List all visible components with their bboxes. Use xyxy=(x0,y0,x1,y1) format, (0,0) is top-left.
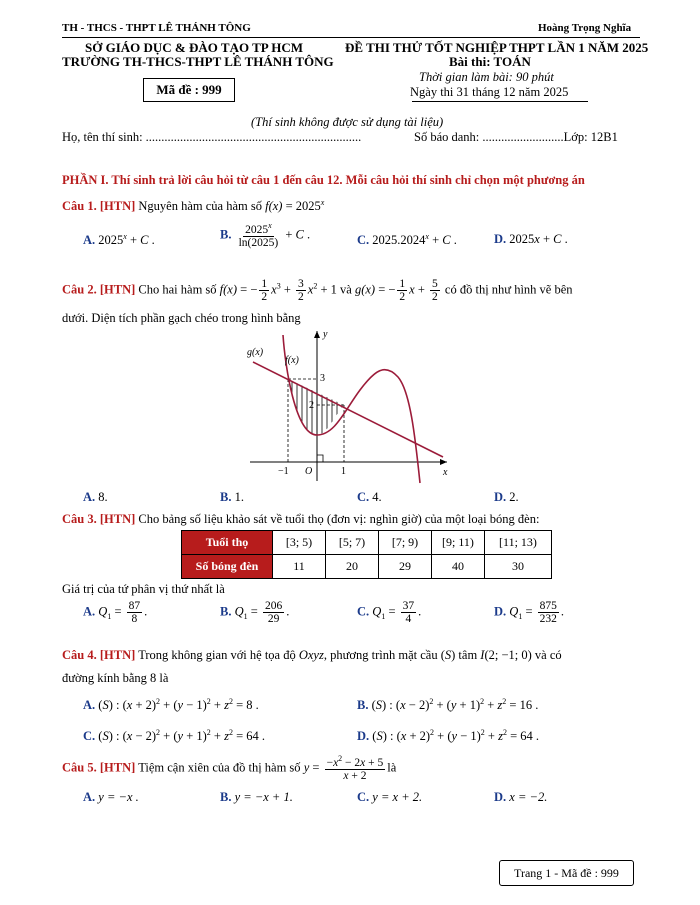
q5-option-c[interactable]: C. y = x + 2. xyxy=(357,790,423,804)
row-header: Số bóng đèn xyxy=(182,555,273,579)
f-label: f(x) xyxy=(285,355,299,366)
origin-label: O xyxy=(305,466,313,477)
header-rule xyxy=(62,37,640,38)
duration: Thời gian làm bài: 90 phút xyxy=(419,70,554,84)
curve-f xyxy=(283,335,420,483)
table-cell: [7; 9) xyxy=(379,531,432,555)
question-label: Câu 4. [HTN] xyxy=(62,648,136,662)
x-label: x xyxy=(443,467,448,478)
candidate-id-line: Số báo danh: ..........................Lớp: 12B1 xyxy=(414,130,618,144)
table-cell: 40 xyxy=(432,555,485,579)
g-label: g(x) xyxy=(247,347,264,358)
tick-3: 3 xyxy=(320,373,325,384)
q4-option-d[interactable]: D. (S) : $(x + 2)^2 + (y - 1)^2 + z^2 = 64$ . xyxy=(357,728,540,744)
q2-option-d[interactable]: D. 2. xyxy=(494,490,519,504)
tick-minus1: −1 xyxy=(278,466,289,477)
subject: Bài thi: TOÁN xyxy=(449,54,531,69)
q1-option-b[interactable]: B. $\frac{2025^x}{\ln(2025)}$ + C . xyxy=(220,221,311,249)
question-text: Cho hai hàm số xyxy=(138,282,217,297)
no-documents-note: (Thí sinh không được sử dụng tài liệu) xyxy=(251,115,444,129)
q1-option-d[interactable]: D. 2025x + C . xyxy=(494,232,568,246)
candidate-name-line: Họ, tên thí sinh: ..................................................................... xyxy=(62,130,362,144)
q2-option-c[interactable]: C. 4. xyxy=(357,490,382,504)
question-4: Câu 4. [HTN] Trong không gian với hệ tọa độ Oxyz, phương trình mặt cầu (S) tâm I(2; −1; 0) và có xyxy=(62,648,562,662)
question-label: Câu 5. [HTN] xyxy=(62,760,136,775)
part1-title: PHẦN I. Thí sinh trả lời câu hỏi từ câu 1 đến câu 12. Mỗi câu hỏi thí sinh chỉ chọn một phương án xyxy=(62,173,585,187)
q2-option-a[interactable]: A. 8. xyxy=(83,490,108,504)
question-3-prompt: Giá trị của tứ phân vị thứ nhất là xyxy=(62,582,225,596)
author-name: Hoàng Trọng Nghĩa xyxy=(538,22,632,34)
row-header: Tuổi thọ xyxy=(182,531,273,555)
question-5: Câu 5. [HTN] Tiệm cận xiên của đồ thị hàm số y = $\frac{-x^2 - 2x + 5}{x + 2}$ là xyxy=(62,754,397,782)
y-axis-arrow xyxy=(314,331,320,338)
page-footer: Trang 1 - Mã đề : 999 xyxy=(499,860,634,886)
question-text: Trong không gian với hệ tọa độ xyxy=(138,648,296,662)
line-g xyxy=(253,362,443,457)
tick-1: 1 xyxy=(341,466,346,477)
question-text: Tiệm cận xiên của đồ thị hàm số xyxy=(138,760,301,775)
table-cell: 11 xyxy=(273,555,326,579)
q1-option-a[interactable]: A. $2025^x + C$ . xyxy=(83,232,155,248)
question-text: Cho bảng số liệu khảo sát về tuổi thọ (đơn vị: nghìn giờ) của một loại bóng đèn: xyxy=(138,512,540,526)
exam-code-box: Mã đề : 999 xyxy=(143,78,235,102)
table-row xyxy=(182,531,552,555)
q1-option-c[interactable]: C. $2025.2024^x + C$ . xyxy=(357,232,457,248)
table-row xyxy=(182,555,552,579)
origin-marker xyxy=(317,455,323,462)
q5-option-a[interactable]: A. y = −x . xyxy=(83,790,139,804)
x-axis-arrow xyxy=(440,459,447,465)
and-word: và xyxy=(340,282,352,297)
date-underline xyxy=(412,101,588,102)
lifespan-table xyxy=(181,530,552,579)
q3-option-a[interactable]: A. $Q_1$ = $\frac{87}{8}$ . xyxy=(83,600,148,626)
question-2: Câu 2. [HTN] Cho hai hàm số f(x) = − $\frac{1}{2}$ $x^3$ + $\frac{3}{2}$ $x^2 + 1$ và g(x) = − $\frac{1}{2}$ x + $\frac{5}{2}$ có đồ thị như hình vẽ bên xyxy=(62,278,573,304)
question-2-line2: dưới. Diện tích phần gạch chéo trong hình bằng xyxy=(62,311,301,325)
table-cell: [9; 11) xyxy=(432,531,485,555)
q4-option-b[interactable]: B. (S) : $(x - 2)^2 + (y + 1)^2 + z^2 = 16$ . xyxy=(357,697,539,713)
q3-option-c[interactable]: C. $Q_1$ = $\frac{37}{4}$ . xyxy=(357,600,422,626)
table-cell: [11; 13) xyxy=(485,531,552,555)
table-cell: [3; 5) xyxy=(273,531,326,555)
school-short: TH - THCS - THPT LÊ THÁNH TÔNG xyxy=(62,22,251,34)
y-label: y xyxy=(323,329,328,340)
department: SỞ GIÁO DỤC & ĐÀO TẠO TP HCM xyxy=(85,40,304,55)
table-cell: 20 xyxy=(326,555,379,579)
question-label: Câu 2. [HTN] xyxy=(62,282,136,297)
table-cell: 30 xyxy=(485,555,552,579)
question-3 xyxy=(62,512,539,527)
table-cell: [5; 7) xyxy=(326,531,379,555)
question-text: Nguyên hàm của hàm số xyxy=(138,199,262,214)
exam-date: Ngày thi 31 tháng 12 năm 2025 xyxy=(410,85,569,99)
tick-2: 2 xyxy=(309,400,314,411)
q4-option-a[interactable]: A. (S) : $(x + 2)^2 + (y - 1)^2 + z^2 = 8$ . xyxy=(83,697,259,713)
question-1: Câu 1. [HTN] Nguyên hàm của hàm số $f(x) = 2025^x$ xyxy=(62,198,325,214)
question-label: Câu 3. [HTN] xyxy=(62,512,136,526)
q5-option-d[interactable]: D. x = −2. xyxy=(494,790,548,804)
q2-graph xyxy=(235,325,460,485)
question-label: Câu 1. [HTN] xyxy=(62,199,136,214)
question-tail: có đồ thị như hình vẽ bên xyxy=(444,282,573,297)
math-expr: f(x) xyxy=(265,199,283,214)
table-cell: 29 xyxy=(379,555,432,579)
q2-option-b[interactable]: B. 1. xyxy=(220,490,244,504)
exam-title: ĐỀ THI THỬ TỐT NGHIỆP THPT LẦN 1 NĂM 2025 xyxy=(345,40,649,55)
q5-option-b[interactable]: B. y = −x + 1. xyxy=(220,790,293,804)
school-name: TRƯỜNG TH-THCS-THPT LÊ THÁNH TÔNG xyxy=(62,54,334,69)
q3-option-b[interactable]: B. $Q_1$ = $\frac{206}{29}$ . xyxy=(220,600,290,626)
q4-option-c[interactable]: C. (S) : $(x - 2)^2 + (y + 1)^2 + z^2 = 64$ . xyxy=(83,728,266,744)
question-4-line2: đường kính bằng 8 là xyxy=(62,671,169,685)
q3-option-d[interactable]: D. $Q_1$ = $\frac{875}{232}$ . xyxy=(494,600,564,626)
